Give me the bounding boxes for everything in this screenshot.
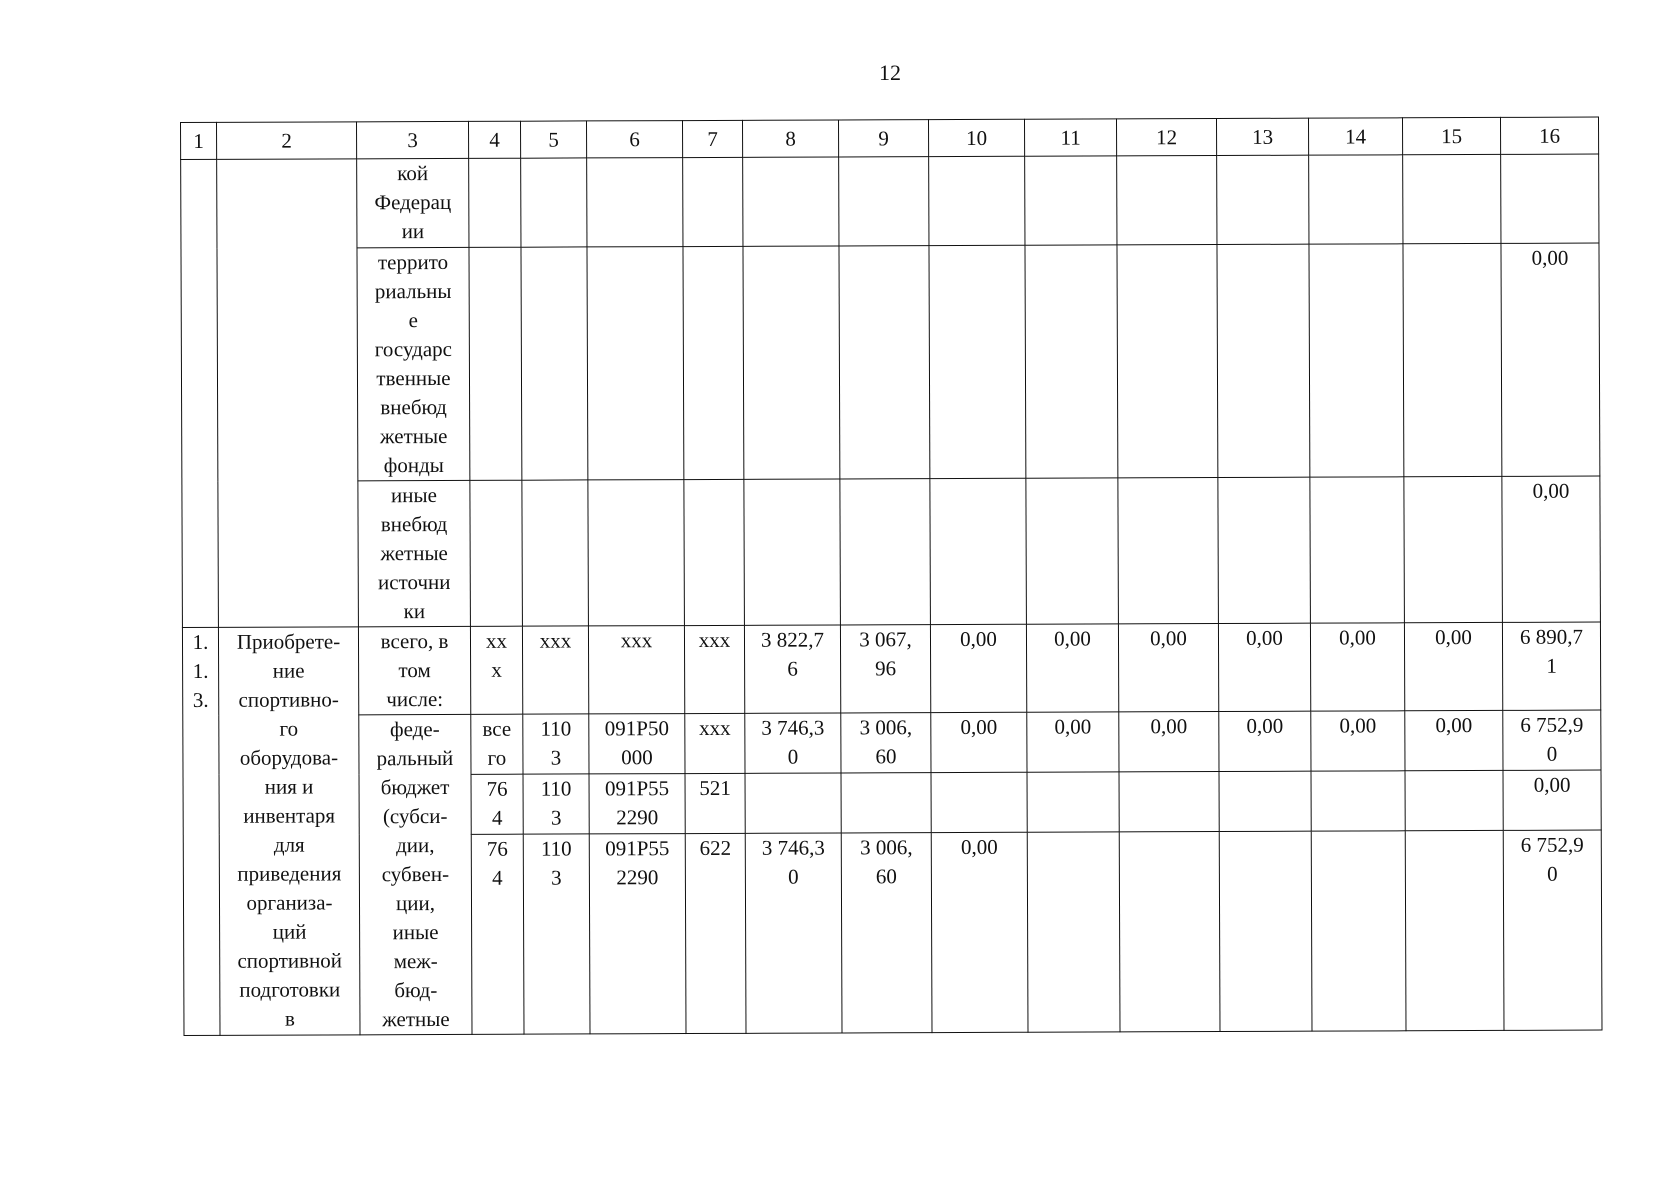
funding-source-cell-text: ции, bbox=[395, 891, 436, 916]
value-cell-col-13 bbox=[1219, 831, 1312, 1032]
header-cell-8-text: 8 bbox=[785, 126, 796, 151]
value-cell-col-12 bbox=[1117, 156, 1217, 245]
item-name-cell-text: го bbox=[279, 716, 299, 741]
item-row bbox=[183, 710, 1601, 775]
value-cell-col-11 bbox=[1026, 478, 1119, 624]
value-cell-col-16-text: 0,00 bbox=[1531, 245, 1569, 270]
value-cell-col-10 bbox=[929, 156, 1025, 245]
value-cell-col-16-text: 6 890,7 bbox=[1519, 624, 1584, 649]
item-name-cell-text: подготовки bbox=[239, 977, 341, 1002]
header-cell-10-text: 10 bbox=[966, 125, 988, 150]
header-cell-2-text: 2 bbox=[281, 128, 292, 153]
value-cell-col-9 bbox=[841, 713, 931, 773]
funding-source-cell-text: меж- bbox=[393, 949, 438, 974]
value-cell-col-12-text: 0,00 bbox=[1150, 714, 1188, 739]
value-cell-col-7 bbox=[683, 246, 744, 479]
funding-source-cell-text: кой bbox=[397, 161, 429, 186]
header-cell-3-text: 3 bbox=[407, 127, 418, 152]
header-cell-8 bbox=[742, 120, 838, 157]
value-cell-col-16-text: 0 bbox=[1547, 861, 1558, 886]
value-cell-col-10-text: 0,00 bbox=[960, 834, 998, 859]
continuation-row bbox=[181, 243, 1600, 481]
header-cell-5 bbox=[520, 121, 586, 158]
value-cell-col-4-text: 4 bbox=[491, 805, 503, 830]
header-row bbox=[181, 117, 1599, 159]
value-cell-col-5 bbox=[522, 480, 589, 626]
value-cell-col-4-text: все bbox=[482, 716, 512, 741]
funding-source-cell-text: ии bbox=[401, 219, 425, 244]
funding-source-cell-text: дии, bbox=[396, 833, 435, 858]
value-cell-col-6-text: 091Р55 bbox=[605, 835, 670, 861]
item-name-cell-text: организа- bbox=[246, 890, 333, 915]
value-cell-col-16 bbox=[1503, 770, 1601, 830]
value-cell-col-7 bbox=[685, 833, 746, 1033]
value-cell-col-15-text: 0,00 bbox=[1435, 713, 1473, 738]
value-cell-col-6 bbox=[588, 480, 685, 626]
header-cell-4-text: 4 bbox=[489, 127, 500, 152]
header-cell-13-text: 13 bbox=[1252, 124, 1274, 149]
value-cell-col-7 bbox=[683, 157, 743, 246]
value-cell-col-5-text: 3 bbox=[550, 805, 562, 830]
item-index-cell-text: 1. bbox=[192, 658, 209, 683]
value-cell-col-10 bbox=[930, 624, 1026, 712]
value-cell-col-7-text: ххх bbox=[699, 715, 731, 741]
page-number: 12 bbox=[879, 60, 901, 85]
value-cell-col-9 bbox=[841, 832, 932, 1033]
item-row bbox=[182, 622, 1600, 715]
value-cell-col-14-text: 0,00 bbox=[1339, 625, 1376, 650]
value-cell-col-9 bbox=[841, 773, 931, 833]
funding-source-cell-text: бюджет bbox=[380, 774, 450, 800]
header-cell-3 bbox=[357, 121, 469, 158]
value-cell-col-9 bbox=[839, 157, 929, 246]
item-index-cell-text: 1. bbox=[192, 629, 209, 654]
header-cell-1 bbox=[181, 122, 217, 159]
budget-table bbox=[180, 117, 1602, 1036]
value-cell-col-12 bbox=[1119, 771, 1219, 831]
funding-source-cell-text: иные bbox=[390, 483, 437, 508]
item-name-cell-text: спортивно- bbox=[238, 687, 339, 712]
value-cell-col-15 bbox=[1403, 154, 1501, 243]
funding-source-cell-text: бюд- bbox=[394, 978, 438, 1003]
item-name-cell-text: ние bbox=[272, 658, 305, 683]
value-cell-col-7 bbox=[685, 773, 745, 833]
value-cell-col-4 bbox=[469, 158, 521, 247]
header-cell-10 bbox=[928, 119, 1024, 156]
value-cell-col-10 bbox=[931, 832, 1028, 1033]
value-cell-col-10-text: 0,00 bbox=[960, 626, 997, 652]
value-cell-col-16 bbox=[1501, 154, 1599, 243]
funding-source-cell-text: жетные bbox=[379, 423, 448, 449]
funding-source-cell-text: источни bbox=[377, 569, 451, 595]
funding-source-cell-text: внебюд bbox=[380, 511, 448, 537]
value-cell-col-4 bbox=[471, 774, 523, 834]
value-cell-col-8-text: 3 746,3 bbox=[761, 835, 825, 860]
header-cell-6-text: 6 bbox=[629, 126, 640, 151]
value-cell-col-5-text: 110 bbox=[540, 716, 572, 741]
funding-source-cell-text: внебюд bbox=[380, 394, 447, 420]
value-cell-col-11 bbox=[1026, 624, 1118, 712]
value-cell-col-11 bbox=[1025, 245, 1118, 478]
value-cell-col-15-text: 0,00 bbox=[1435, 625, 1472, 650]
value-cell-col-13 bbox=[1218, 477, 1311, 623]
value-cell-col-8-text: 3 822,7 bbox=[760, 627, 825, 652]
header-cell-2 bbox=[217, 122, 357, 160]
value-cell-col-4 bbox=[471, 714, 523, 774]
value-cell-col-7 bbox=[684, 479, 745, 625]
value-cell-col-4 bbox=[469, 247, 522, 480]
value-cell-col-12 bbox=[1118, 624, 1218, 712]
header-cell-9 bbox=[838, 120, 928, 157]
value-cell-col-8-text: 6 bbox=[787, 656, 798, 681]
value-cell-col-8-text: 3 746,3 bbox=[761, 715, 825, 740]
value-cell-col-8 bbox=[743, 157, 839, 246]
item-name-cell-text: спортивной bbox=[237, 948, 343, 973]
continuation-row bbox=[182, 476, 1601, 627]
value-cell-col-12-text: 0,00 bbox=[1150, 626, 1187, 651]
header-cell-1-text: 1 bbox=[193, 128, 204, 153]
continuation-index-cell bbox=[181, 159, 219, 627]
value-cell-col-10 bbox=[931, 772, 1027, 832]
header-cell-14-text: 14 bbox=[1345, 123, 1367, 149]
item-index-cell bbox=[182, 627, 220, 1035]
funding-source-cell-text: том bbox=[398, 658, 431, 683]
header-cell-7 bbox=[682, 120, 742, 157]
funding-source-cell-text: жетные bbox=[380, 540, 448, 566]
value-cell-col-8-text: 0 bbox=[787, 744, 799, 769]
header-cell-11-text: 11 bbox=[1060, 125, 1081, 150]
header-cell-13 bbox=[1216, 118, 1308, 155]
value-cell-col-9 bbox=[839, 246, 930, 479]
value-cell-col-4-text: го bbox=[487, 745, 507, 770]
value-cell-col-6-text: 2290 bbox=[616, 865, 659, 890]
funding-source-cell bbox=[357, 158, 469, 247]
value-cell-col-16 bbox=[1502, 622, 1600, 710]
value-cell-col-12 bbox=[1118, 478, 1219, 624]
value-cell-col-9-text: 3 067, bbox=[859, 627, 912, 652]
item-index-cell-text: 3. bbox=[192, 687, 209, 712]
value-cell-col-11-text: 0,00 bbox=[1054, 714, 1092, 739]
value-cell-col-6-text: 2290 bbox=[616, 805, 659, 830]
value-cell-col-16-text: 6 752,9 bbox=[1520, 832, 1584, 857]
value-cell-col-14 bbox=[1311, 831, 1406, 1032]
value-cell-col-5 bbox=[522, 626, 588, 714]
header-cell-12-text: 12 bbox=[1156, 124, 1178, 149]
value-cell-col-5 bbox=[523, 714, 589, 774]
value-cell-col-14 bbox=[1311, 711, 1405, 771]
value-cell-col-7 bbox=[685, 713, 745, 773]
item-name-cell-text: в bbox=[284, 1006, 295, 1031]
value-cell-col-8 bbox=[745, 833, 842, 1034]
item-name-cell-text: оборудова- bbox=[239, 745, 339, 770]
value-cell-col-7-text: ххх bbox=[698, 627, 731, 653]
value-cell-col-5-text: 110 bbox=[540, 836, 572, 861]
value-cell-col-8 bbox=[745, 713, 841, 773]
item-name-cell-text: приведения bbox=[237, 861, 342, 886]
funding-source-cell-text: числе: bbox=[386, 686, 444, 712]
value-cell-col-4-text: 4 bbox=[492, 865, 503, 890]
value-cell-col-15 bbox=[1405, 830, 1504, 1031]
value-cell-col-11 bbox=[1027, 832, 1120, 1033]
value-cell-col-7 bbox=[684, 625, 744, 713]
value-cell-col-14 bbox=[1309, 155, 1403, 244]
funding-source-cell-text: ки bbox=[403, 599, 426, 624]
value-cell-col-13 bbox=[1217, 244, 1310, 477]
value-cell-col-8 bbox=[743, 246, 840, 479]
value-cell-col-5 bbox=[523, 834, 590, 1034]
header-cell-4 bbox=[468, 121, 520, 158]
header-cell-12 bbox=[1116, 119, 1216, 156]
header-cell-9-text: 9 bbox=[878, 125, 889, 150]
value-cell-col-16 bbox=[1501, 243, 1600, 476]
item-name-cell-text: инвентаря bbox=[243, 803, 336, 828]
value-cell-col-14-text: 0,00 bbox=[1339, 713, 1377, 738]
value-cell-col-10 bbox=[931, 712, 1027, 772]
funding-source-cell bbox=[358, 626, 470, 714]
value-cell-col-9 bbox=[840, 479, 931, 625]
funding-source-cell-text: твенные bbox=[376, 365, 451, 391]
value-cell-col-6-text: ххх bbox=[620, 628, 653, 653]
item-name-cell bbox=[218, 627, 360, 1036]
value-cell-col-16-text: 0 bbox=[1546, 741, 1558, 766]
header-cell-5-text: 5 bbox=[548, 127, 559, 152]
continuation-row bbox=[181, 154, 1599, 248]
continuation-name-cell bbox=[217, 159, 359, 628]
funding-source-cell-text: фонды bbox=[383, 452, 444, 478]
value-cell-col-6-text: 091Р50 bbox=[604, 716, 669, 741]
value-cell-col-15 bbox=[1405, 710, 1503, 770]
value-cell-col-13 bbox=[1217, 155, 1309, 244]
value-cell-col-4-text: 76 bbox=[486, 836, 508, 861]
value-cell-col-15 bbox=[1405, 770, 1503, 830]
value-cell-col-13 bbox=[1218, 623, 1310, 711]
value-cell-col-16 bbox=[1503, 710, 1601, 770]
item-name-cell-text: для bbox=[273, 832, 305, 857]
funding-source-cell-text: государс bbox=[374, 336, 452, 362]
value-cell-col-9-text: 3 006, bbox=[859, 715, 913, 740]
value-cell-col-6 bbox=[587, 247, 684, 480]
value-cell-col-4-text: 76 bbox=[486, 776, 508, 801]
funding-source-cell-text: субвен- bbox=[381, 861, 450, 887]
value-cell-col-4 bbox=[470, 480, 523, 626]
value-cell-col-4 bbox=[470, 626, 522, 714]
value-cell-col-6 bbox=[589, 833, 686, 1034]
header-cell-16-text: 16 bbox=[1539, 123, 1561, 148]
item-name-cell-text: ния и bbox=[264, 774, 314, 799]
header-cell-15-text: 15 bbox=[1441, 123, 1463, 148]
value-cell-col-16-text: 1 bbox=[1546, 653, 1557, 678]
value-cell-col-16-text: 6 752,9 bbox=[1520, 712, 1584, 737]
value-cell-col-5 bbox=[523, 774, 589, 834]
value-cell-col-8 bbox=[745, 773, 841, 833]
value-cell-col-8 bbox=[744, 625, 840, 713]
value-cell-col-14 bbox=[1310, 477, 1405, 623]
value-cell-col-14 bbox=[1311, 771, 1405, 831]
value-cell-col-5-text: ххх bbox=[539, 628, 572, 653]
value-cell-col-12 bbox=[1117, 245, 1218, 478]
value-cell-col-10 bbox=[930, 478, 1027, 624]
value-cell-col-5-text: 3 bbox=[550, 745, 562, 770]
funding-source-cell-text: феде- bbox=[389, 717, 440, 742]
value-cell-col-10-text: 0,00 bbox=[960, 714, 998, 740]
value-cell-col-9 bbox=[840, 625, 930, 713]
value-cell-col-5 bbox=[521, 247, 588, 480]
value-cell-col-12 bbox=[1119, 712, 1219, 772]
item-name-cell-text: ций bbox=[272, 919, 307, 944]
value-cell-col-13-text: 0,00 bbox=[1246, 625, 1283, 650]
value-cell-col-8 bbox=[744, 479, 841, 625]
value-cell-col-14 bbox=[1310, 623, 1404, 711]
funding-source-cell bbox=[358, 480, 471, 626]
funding-source-cell-text: террито bbox=[377, 249, 449, 275]
value-cell-col-4-text: х bbox=[491, 657, 502, 682]
value-cell-col-9-text: 60 bbox=[875, 744, 897, 769]
value-cell-col-16-text: 0,00 bbox=[1532, 478, 1570, 503]
value-cell-col-9-text: 3 006, bbox=[859, 835, 913, 860]
value-cell-col-6 bbox=[589, 714, 685, 774]
funding-source-cell-text: ральный bbox=[376, 745, 454, 771]
value-cell-col-11 bbox=[1027, 772, 1119, 832]
value-cell-col-7-text: 622 bbox=[699, 835, 732, 860]
value-cell-col-9-text: 60 bbox=[875, 864, 897, 889]
header-cell-16 bbox=[1500, 117, 1598, 154]
item-name-cell-text: Приобрете- bbox=[236, 629, 341, 654]
value-cell-col-12 bbox=[1119, 831, 1220, 1032]
value-cell-col-5-text: 110 bbox=[540, 776, 572, 801]
value-cell-col-4 bbox=[471, 834, 524, 1034]
value-cell-col-13 bbox=[1219, 771, 1311, 831]
value-cell-col-11-text: 0,00 bbox=[1054, 626, 1091, 651]
funding-source-cell bbox=[359, 714, 472, 1034]
value-cell-col-16 bbox=[1503, 830, 1602, 1031]
value-cell-col-5 bbox=[521, 158, 587, 247]
funding-source-cell bbox=[357, 247, 470, 480]
value-cell-col-10 bbox=[929, 245, 1026, 478]
value-cell-col-8-text: 0 bbox=[788, 864, 799, 889]
funding-source-cell-text: всего, в bbox=[380, 628, 449, 654]
header-cell-6 bbox=[586, 121, 682, 158]
value-cell-col-4-text: хх bbox=[485, 628, 508, 653]
funding-source-cell-text: жетные bbox=[382, 1006, 450, 1032]
value-cell-col-5-text: 3 bbox=[551, 865, 562, 890]
value-cell-col-6-text: 000 bbox=[621, 745, 653, 770]
funding-source-cell-text: Федерац bbox=[374, 189, 452, 215]
value-cell-col-15 bbox=[1404, 476, 1503, 622]
value-cell-col-15 bbox=[1404, 622, 1502, 710]
funding-source-cell-text: иные bbox=[392, 920, 439, 945]
value-cell-col-16-text: 0,00 bbox=[1533, 772, 1571, 797]
value-cell-col-6 bbox=[588, 626, 684, 714]
value-cell-col-6 bbox=[587, 158, 683, 247]
value-cell-col-11 bbox=[1025, 156, 1117, 245]
funding-source-cell-text: е bbox=[408, 308, 418, 333]
value-cell-col-13 bbox=[1219, 711, 1311, 771]
header-cell-14 bbox=[1308, 118, 1402, 155]
value-cell-col-7-text: 521 bbox=[699, 775, 731, 800]
header-cell-11 bbox=[1024, 119, 1116, 156]
value-cell-col-13-text: 0,00 bbox=[1246, 713, 1284, 738]
value-cell-col-6 bbox=[589, 773, 685, 833]
value-cell-col-9-text: 96 bbox=[875, 656, 897, 681]
value-cell-col-14 bbox=[1309, 244, 1404, 477]
funding-source-cell-text: риальны bbox=[374, 278, 452, 304]
value-cell-col-11 bbox=[1027, 712, 1119, 772]
value-cell-col-16 bbox=[1502, 476, 1601, 622]
value-cell-col-15 bbox=[1403, 243, 1502, 476]
value-cell-col-6-text: 091Р55 bbox=[604, 776, 670, 801]
funding-source-cell-text: (субси- bbox=[382, 803, 448, 829]
header-cell-7-text: 7 bbox=[707, 126, 718, 151]
header-cell-15 bbox=[1402, 117, 1500, 154]
